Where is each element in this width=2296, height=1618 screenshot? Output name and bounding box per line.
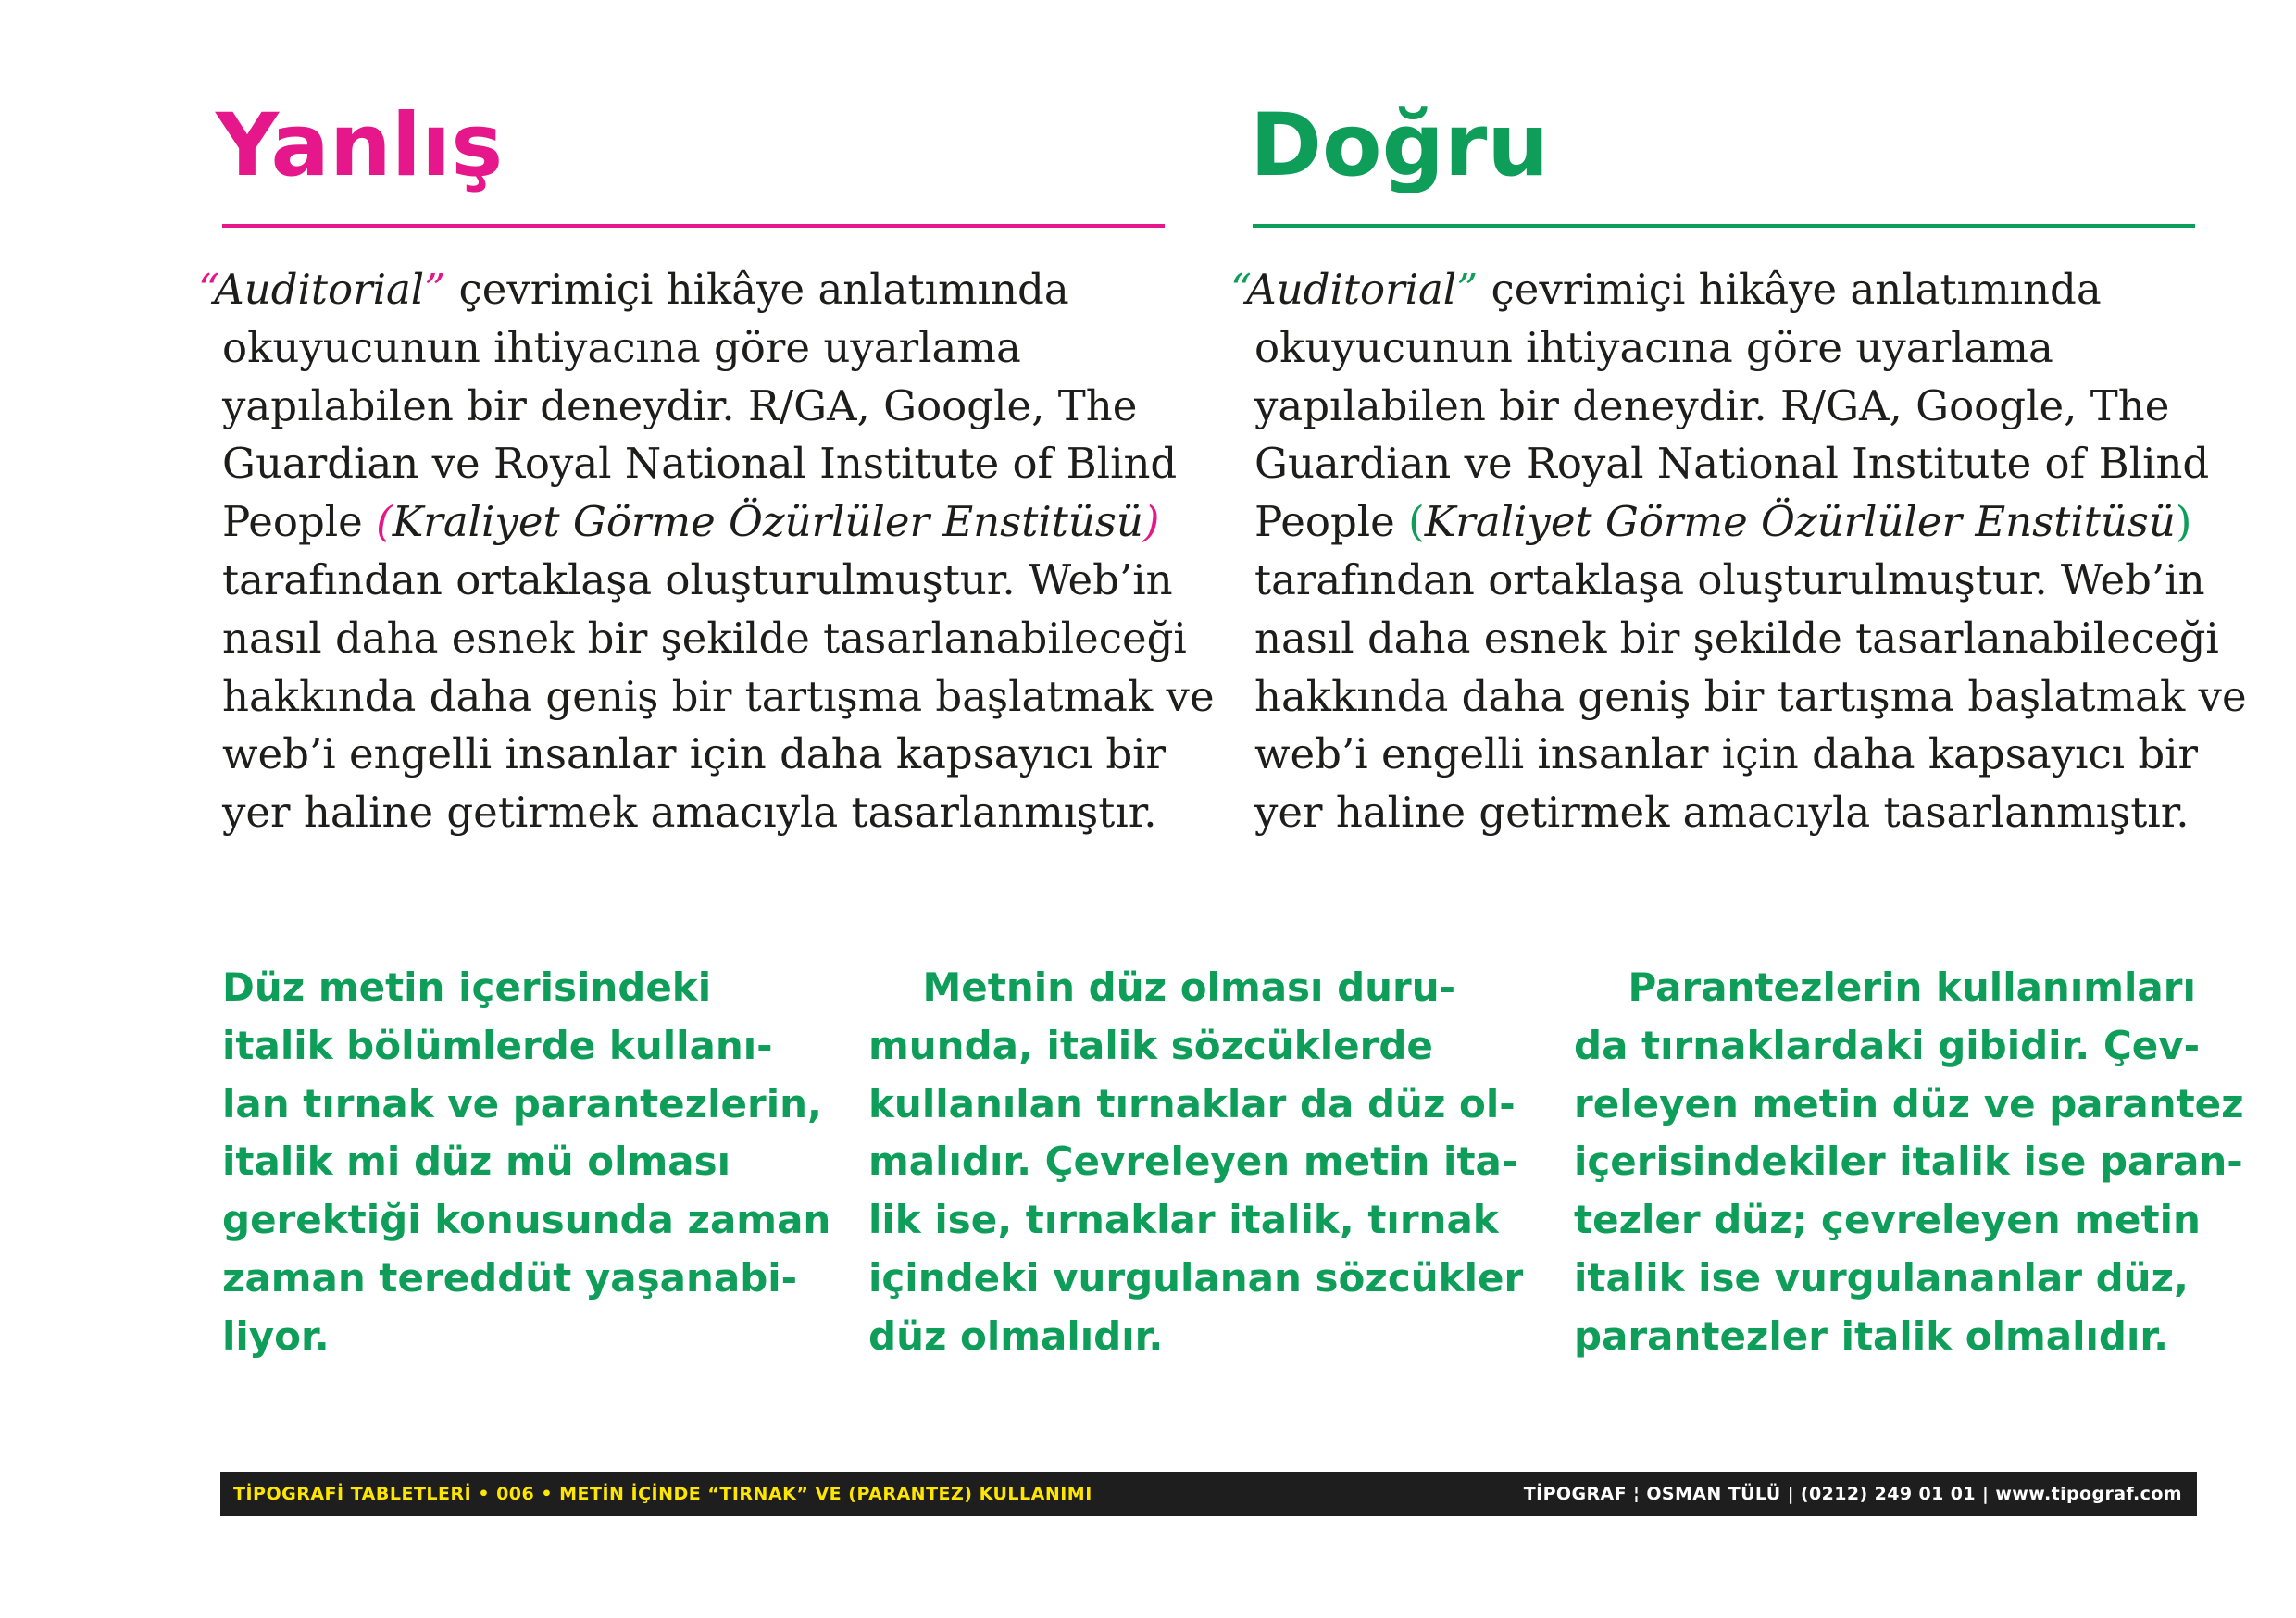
paren-close: ) — [1142, 497, 1160, 547]
sample-line: tarafından ortaklaşa oluşturulmuştur. Web’in — [1254, 554, 2205, 604]
note-line: italik bölümlerde kullanı- — [222, 1022, 773, 1068]
note-2 — [868, 959, 1523, 1366]
close-quote: ” — [424, 265, 446, 314]
paren-open: ( — [1408, 497, 1425, 547]
note-line: lik ise, tırnaklar italik, tırnak — [868, 1197, 1499, 1243]
sample-line: nasıl daha esnek bir şekilde tasarlanabileceği — [222, 613, 1187, 663]
paren-open: ( — [376, 497, 393, 547]
open-quote: “ — [198, 265, 215, 314]
sample-line: Guardian ve Royal National Institute of Blind — [1254, 439, 2210, 489]
quoted-word: Auditorial — [1246, 265, 1457, 314]
sample-line: nasıl daha esnek bir şekilde tasarlanabileceği — [1254, 613, 2219, 663]
paren-text: Kraliyet Görme Özürlüler Enstitüsü — [1424, 497, 2176, 547]
sample-line: web’i engelli insanlar için daha kapsayıcı bir — [222, 729, 1167, 779]
note-line: gerektiği konusunda zaman — [222, 1197, 831, 1243]
note-line: italik mi düz mü olması — [222, 1139, 731, 1185]
sample-line: Guardian ve Royal National Institute of Blind — [222, 439, 1178, 489]
close-quote: ” — [1456, 265, 1479, 314]
note-line: içerisindekiler italik ise paran- — [1574, 1139, 2243, 1185]
sample-text-wrong — [198, 261, 1215, 842]
heading-right: Doğru — [1250, 95, 1550, 196]
note-line: italik ise vurgulananlar düz, — [1574, 1254, 2189, 1301]
footer-contact: TİPOGRAF ¦ OSMAN TÜLÜ | (0212) 249 01 01 | www.tipograf.com — [1523, 1484, 2182, 1504]
note-line: Metnin düz olması duru- — [868, 965, 1456, 1010]
divider-right — [1253, 224, 2195, 228]
note-line: Parantezlerin kullanımları — [1574, 965, 2196, 1010]
note-line: malıdır. Çevreleyen metin ita- — [868, 1139, 1518, 1185]
sample-line: yapılabilen bir deneydir. R/GA, Google, The — [1254, 380, 2170, 430]
open-quote: “ — [1230, 265, 1247, 314]
note-line: içindeki vurgulanan sözcükler — [868, 1254, 1524, 1301]
footer-series-title: TİPOGRAFİ TABLETLERİ • 006 • METİN İÇİNDE “TIRNAK” VE (PARANTEZ) KULLANIMI — [233, 1484, 1092, 1504]
note-1 — [222, 959, 830, 1366]
sample-line: yapılabilen bir deneydir. R/GA, Google, The — [222, 380, 1138, 430]
quoted-word: Auditorial — [214, 265, 425, 314]
divider-wrong — [222, 224, 1165, 228]
sample-line: web’i engelli insanlar için daha kapsayıcı bir — [1254, 729, 2199, 779]
note-line: releyen metin düz ve parantez — [1574, 1080, 2244, 1126]
note-line: düz olmalıdır. — [868, 1313, 1164, 1359]
sample-line: yer haline getirmek amacıyla tasarlanmıştır. — [1254, 788, 2190, 838]
sample-line: yer haline getirmek amacıyla tasarlanmıştır. — [222, 788, 1157, 838]
note-line: liyor. — [222, 1313, 330, 1359]
line-text: People — [1254, 497, 1409, 547]
note-3 — [1574, 959, 2244, 1366]
paren-close: ) — [2175, 497, 2192, 547]
sample-line — [222, 493, 1194, 552]
note-line: munda, italik sözcüklerde — [868, 1022, 1433, 1068]
sample-line: hakkında daha geniş bir tartışma başlatmak ve — [222, 671, 1215, 721]
note-line: zaman tereddüt yaşanabi- — [222, 1254, 798, 1301]
footer-bar — [220, 1472, 2197, 1516]
sample-line: hakkında daha geniş bir tartışma başlatmak ve — [1254, 671, 2247, 721]
sample-line — [198, 261, 1194, 319]
line-text: çevrimiçi hikâye anlatımında — [1478, 265, 2102, 314]
note-line: da tırnaklardaki gibidir. Çev- — [1574, 1022, 2200, 1068]
sample-line — [1254, 493, 2227, 552]
note-line: parantezler italik olmalıdır. — [1574, 1313, 2169, 1359]
note-line: Düz metin içerisindeki — [222, 965, 712, 1010]
note-line: tezler düz; çevreleyen metin — [1574, 1197, 2201, 1243]
sample-line: okuyucunun ihtiyacına göre uyarlama — [1254, 322, 2053, 372]
line-text: çevrimiçi hikâye anlatımında — [445, 265, 1069, 314]
note-line: kullanılan tırnaklar da düz ol- — [868, 1080, 1516, 1126]
paren-text: Kraliyet Görme Özürlüler Enstitüsü — [392, 497, 1143, 547]
heading-wrong: Yanlış — [216, 95, 504, 196]
sample-line: tarafından ortaklaşa oluşturulmuştur. Web’in — [222, 554, 1173, 604]
sample-line: okuyucunun ihtiyacına göre uyarlama — [222, 322, 1021, 372]
sample-line — [1230, 261, 2227, 319]
sample-text-right — [1230, 261, 2247, 842]
line-text: People — [222, 497, 377, 547]
note-line: lan tırnak ve parantezlerin, — [222, 1080, 822, 1126]
